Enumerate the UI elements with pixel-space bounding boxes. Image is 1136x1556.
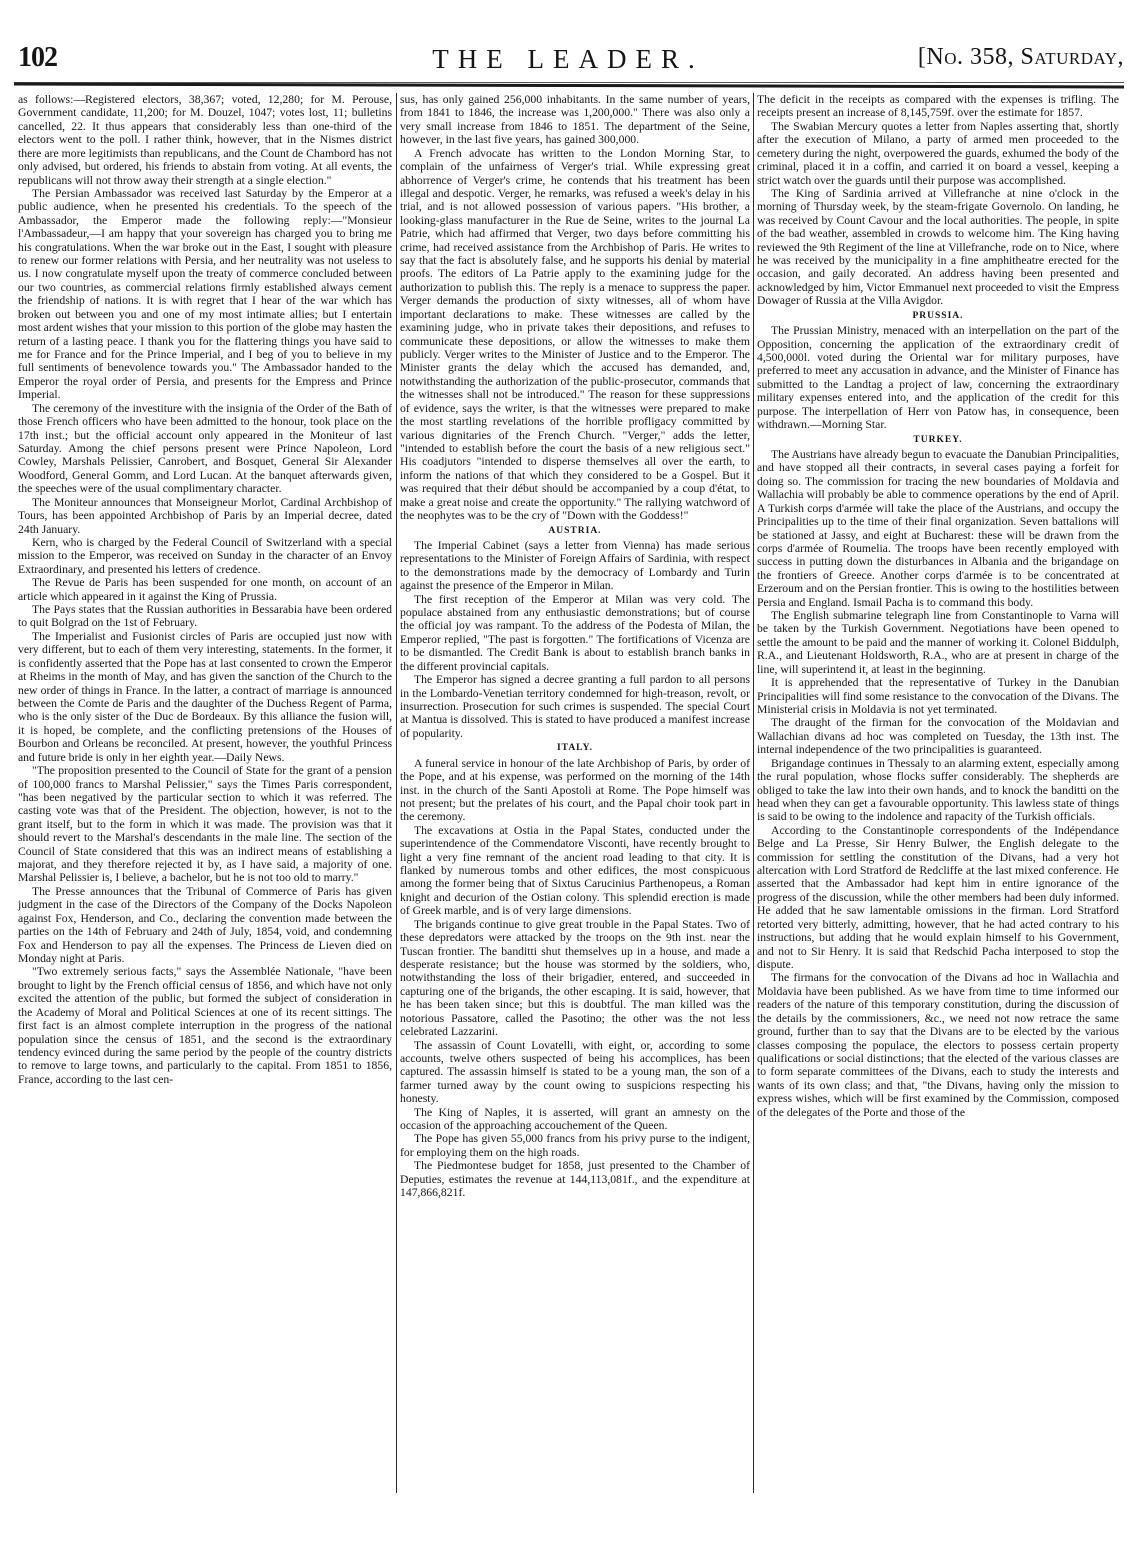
- article-paragraph: The firmans for the convocation of the Divans ad hoc in Wallachia and Moldavia have been published. As we have from time to time informed our readers of the nature of this temporary constitution, during the discussion of the details by the commissioners, &c., we need not now retrace the same ground, further than to say that the Divans are to be elected by the various classes composing the populace, the electors to possess certain property qualifications or social distinctions; that the elected of the various classes are to form separate committees of the Divans, each to study the interests and wants of its own class; and that, "the Divans, having only the mission to express wishes, which will be first examined by the Commission, composed of the delegates of the Porte and those of the: [757, 971, 1119, 1119]
- article-paragraph: Brigandage continues in Thessaly to an alarming extent, especially among the rural population, whose flocks suffer considerably. The shepherds are obliged to take the law into their own hands, and to knock the banditti on the head when they can get a favourable opportunity. This lawless state of things is said to be owing to the indolence and rapacity of the Turkish officials.: [757, 756, 1119, 824]
- article-paragraph: A French advocate has written to the London Morning Star, to complain of the unfairness of Verger's trial. While expressing great abhorrence of Verger's crime, he contends that his treatment has been illegal and despotic. Verger, he remarks, was refused a week's delay in his trial, and is not allowed possession of various papers. "His brother, a looking-glass manufacturer in the Rue de Seine, writes to the journal La Patrie, which had affirmed that Verger, two days before committing his crime, had received assistance from the Archbishop of Paris. He writes to say that the fact is absolutely false, and he supports his denial by material proofs. The editors of La Patrie apply to the examining judge for the authorization to publish this. The reply is a menace to suppress the paper. Verger demands the production of sixty witnesses, all of whom have important declarations to make. These witnesses are called by the examining judge, who in private takes their depositions, and refuses to communicate these depositions, or allow the witnesses to make them publicly. Verger writes to the Minister of Justice and to the Emperor. The Minister grants the delay which the accused has demanded, and, notwithstanding the authorization of the public-prosecutor, commands that the witnesses shall not be introduced." The reason for these suppressions of evidence, says the writer, is that the witnesses were prepared to make the most startling revelations of the horrible profligacy committed by various dignitaries of the French Church. "Verger," adds the letter, "intended to establish before the court the basis of a new religious sect." His coadjutors "intended to disperse themselves all over the earth, to inform the nations of that which they considered to be a Gospel. But it was required that their début should be accompanied by a coup d'état, to make a great noise and create the opportunity." The rallying watchword of the neophytes was to be the cry of "Down with the Goddess!": [400, 146, 750, 523]
- column-middle: [400, 93, 750, 1200]
- article-paragraph: According to the Constantinople correspondents of the Indépendance Belge and La Presse, Sir Henry Bulwer, the English delegate to the commission for settling the constitution of the Divans, had a very hot altercation with Lord Stratford de Redcliffe at the last mixed conference. He asserted that the Ambassador had kept him in entire ignorance of the progress of the discussion, while the other members had been duly informed. He added that he saw lamentable omissions in the firman. Lord Stratford retorted very bitterly, admitting, however, that he had acted contrary to his instructions, but adding that he would explain himself to his Government, and not to Sir Henry. It is said that Redschid Pacha interposed to stop the dispute.: [757, 823, 1119, 971]
- section-heading: PRUSSIA.: [912, 310, 964, 321]
- article-paragraph: "The proposition presented to the Council of State for the grant of a pension of 100,000 francs to Marshal Pelissier," says the Times Paris correspondent, "has been negatived by the particular section to which it was referred. The casting vote was that of the President. The objection, however, is not to the grant itself, but to the form in which it was made. The provision was that it should revert to the Marshal's descendants in the male line. The section of the Council of State considered that this was an indirect means of establishing a majorat, and they therefore rejected it by, as I have said, a majority of one. Marshal Pelissier is, I believe, a bachelor, but he is not too old to marry.": [18, 764, 392, 885]
- article-paragraph: The Persian Ambassador was received last Saturday by the Emperor at a public audience, when he presented his credentials. To the speech of the Ambassador, the Emperor made the following reply:—"Monsieur l'Ambassadeur,—I am happy that your sovereign has charged you to bring me his congratulations. When the war broke out in the East, I sought with pleasure to renew our former relations with Persia, and her neutrality was not useless to us. I now congratulate myself upon the treaty of commerce concluded between our two countries, as commercial relations firmly established always cement the friendship of nations. It is with regret that I hear of the war which has broken out between you and one of my most intimate allies; but I entertain most ardent wishes that your mission to this portion of the globe may hasten the return of a lasting peace. I thank you for the flattering things you have said to me for France and for the Prince Imperial, and I beg of you to believe in my full sentiments of benevolence towards you." The Ambassador handed to the Emperor the royal order of Persia, and presents for the Empress and Prince Imperial.: [18, 186, 392, 402]
- article-paragraph: The Austrians have already begun to evacuate the Danubian Principalities, and have stopped all their contracts, in several cases paying a forfeit for doing so. The commission for tracing the new boundaries of Moldavia and Wallachia will probably be able to commence operations by the end of April. A Turkish corps d'armée will take the place of the Austrians, and occupy the Principalities up to the time of their final organization. Seven battalions will be stationed at Jassy, and eight at Bucharest: these will be drawn from the corps d'armée of Roumelia. The troops have been recently employed with success in putting down the disturbances in Albania and the brigandage on the frontiers of Greece. Another corps d'armée is to be concentrated at Erzeroum and on the Persian frontier. This is owing to the hostilities between Persia and England. Ismail Pacha is to command this body.: [757, 447, 1119, 609]
- column-divider: [753, 93, 754, 1493]
- article-paragraph: as follows:—Registered electors, 38,367; voted, 12,280; for M. Perouse, Government candidate, 11,200; for M. Douzel, 1047; votes lost, 11; bulletins cancelled, 22. It thus appears that considerably less than one-third of the electors went to the poll. I rather think, however, that in the Nismes district there are more legitimists than republicans, and the Count de Chambord has not only advised, but ordered, his friends to abstain from voting. At all events, the republicans will not throw away their strength at a single election.": [18, 93, 392, 187]
- header-rule: [14, 83, 1124, 89]
- column-divider: [396, 93, 397, 1493]
- section-heading: AUSTRIA.: [548, 525, 602, 536]
- article-paragraph: sus, has only gained 256,000 inhabitants. In the same number of years, from 1841 to 1846, the increase was 1,200,000." There was also only a very small increase from 1846 to 1851. The department of the Seine, however, in the last five years, has gained 300,000.: [400, 93, 750, 147]
- article-paragraph: The Piedmontese budget for 1858, just presented to the Chamber of Deputies, estimates the revenue at 144,113,081f., and the expenditure at 147,866,821f.: [400, 1159, 750, 1200]
- section-heading: TURKEY.: [913, 434, 963, 445]
- article-paragraph: "Two extremely serious facts," says the Assemblée Nationale, "have been brought to light by the French official census of 1856, and which have not only excited the attention of the public, but formed the subject of consideration in the Academy of Moral and Political Sciences at one of its recent sittings. The first fact is an almost complete interruption in the progress of the national population since the census of 1851, and the second is the extraordinary tendency evinced during the same period by the people of the country districts to remove to large towns, and particularly to the capital. From 1851 to 1856, France, according to the last cen-: [18, 965, 392, 1086]
- article-paragraph: The deficit in the receipts as compared with the expenses is trifling. The receipts present an increase of 8,145,759f. over the estimate for 1857.: [757, 93, 1119, 120]
- article-paragraph: The King of Naples, it is asserted, will grant an amnesty on the occasion of the approaching accouchement of the Queen.: [400, 1105, 750, 1133]
- page-number: 102: [18, 42, 57, 73]
- article-paragraph: The excavations at Ostia in the Papal States, conducted under the superintendence of the Commendatore Visconti, have recently brought to light a very fine remnant of the ancient road leading to that city. It is flanked by numerous tombs and other edifices, the most conspicuous among the former being that of Sixtus Carucinius Parthenopeus, a Roman knight and decurion of the Ostian colony. This splendid erection is made of Greek marble, and is of very large dimensions.: [400, 823, 750, 918]
- article-paragraph: The English submarine telegraph line from Constantinople to Varna will be taken by the Turkish Government. Negotiations have been opened to settle the amount to be paid and the manner of working it. Colonel Biddulph, R.A., and Lieutenant Holdsworth, R.A., who are at present in charge of the line, will superintend it, at least in the beginning.: [757, 609, 1119, 676]
- article-paragraph: The first reception of the Emperor at Milan was very cold. The populace abstained from any enthusiastic demonstrations; but of course the official joy was rampant. To the address of the Podesta of Milan, the Emperor replied, "The past is forgotten." The fortifications of Vicenza are to be dismantled. The Credit Bank is about to establish branch banks in the different provincial capitals.: [400, 592, 750, 673]
- article-paragraph: The Presse announces that the Tribunal of Commerce of Paris has given judgment in the case of the Directors of the Company of the Docks Napoleon against Fox, Henderson, and Co., declaring the convention made between the parties on the 14th of February and 24th of July, 1854, void, and condemning Fox and Henderson to pay all the expenses. The Princess de Lieven died on Monday night at Paris.: [18, 884, 392, 965]
- article-paragraph: The ceremony of the investiture with the insignia of the Order of the Bath of those French officers who have been admitted to the honour, took place on the 17th inst.; but the official account only appeared in the Moniteur of last Saturday. Among the chief persons present were Prince Napoleon, Lord Cowley, Marshals Pelissier, Canrobert, and Bosquet, General Sir Alexander Woodford, General Gomm, and Lord Lucan. At the banquet afterwards given, the speeches were of the usual complimentary character.: [18, 401, 392, 496]
- article-paragraph: The Emperor has signed a decree granting a full pardon to all persons in the Lombardo-Venetian territory condemned for high-treason, revolt, or insurrection. Prosecution for such crimes is suspended. The special Court at Mantua is dissolved. This is stated to have produced a manifest increase of popularity.: [400, 673, 750, 740]
- section-heading: ITALY.: [556, 743, 594, 754]
- article-paragraph: It is apprehended that the representative of Turkey in the Danubian Principalities will find some resistance to the convocation of the Divans. The Ministerial crisis in Moldavia is not yet terminated.: [757, 676, 1119, 716]
- article-paragraph: A funeral service in honour of the late Archbishop of Paris, by order of the Pope, and at his expense, was performed on the morning of the 14th inst. in the church of the Santi Apostoli at Rome. The Pope himself was not present; but the prelates of his court, and the Papal choir took part in the ceremony.: [400, 756, 750, 824]
- article-paragraph: The Prussian Ministry, menaced with an interpellation on the part of the Opposition, concerning the application of the extraordinary credit of 4,500,000l. voted during the Oriental war for military purposes, have preferred to meet any accusation in advance, and the Minister of Finance has submitted to the Landtag a project of law, concerning the extraordinary military expenses entered into, and the application of the credit for this purpose. The interpellation of Herr von Patow has, in consequence, been withdrawn.—Morning Star.: [757, 324, 1119, 432]
- article-paragraph: The assassin of Count Lovatelli, with eight, or, according to some accounts, twelve others suspected of being his accomplices, has been captured. The assassin himself is stated to be a young man, the son of a farmer turned away by the count owing to suspicions respecting his honesty.: [400, 1038, 750, 1106]
- column-left: [18, 93, 392, 1086]
- article-paragraph: Kern, who is charged by the Federal Council of Switzerland with a special mission to the Emperor, was received on Sunday in the character of an Envoy Extraordinary, and presented his letters of credence.: [18, 535, 392, 576]
- article-paragraph: The Pays states that the Russian authorities in Bessarabia have been ordered to quit Bolgrad on the 1st of February.: [18, 603, 392, 630]
- article-paragraph: The Swabian Mercury quotes a letter from Naples asserting that, shortly after the execution of Milano, a party of armed men proceeded to the cemetery during the night, overpowered the guards, exhumed the body of the criminal, placed it in a coffin, and carried it on board a vessel, keeping a strict watch over the guards until their purpose was accomplished.: [757, 119, 1119, 187]
- masthead: [0, 0, 1136, 92]
- column-right: [757, 93, 1119, 1119]
- article-paragraph: The Pope has given 55,000 francs from his privy purse to the indigent, for employing them on the high roads.: [400, 1132, 750, 1159]
- issue-info: [No. 358, Saturday,: [917, 44, 1124, 70]
- article-paragraph: The Moniteur announces that Monseigneur Morlot, Cardinal Archbishop of Tours, has been appointed Archbishop of Paris by an Imperial decree, dated 24th January.: [18, 495, 392, 536]
- article-paragraph: The brigands continue to give great trouble in the Papal States. Two of these depredators were attacked by the troops on the 9th inst. near the Tuscan frontier. The banditti shut themselves up in a house, and made a desperate resistance; but the house was stormed by the soldiers, who, notwithstanding the loss of their brigadier, entered, and succeeded in capturing one of the brigands, the other escaping. It is said, however, that he has been taken since; but this is doubtful. The man killed was the notorious Passatore, called the Pasotino; the other was the not less celebrated Lazzarini.: [400, 917, 750, 1039]
- article-paragraph: The Revue de Paris has been suspended for one month, on account of an article which appeared in it against the King of Prussia.: [18, 576, 392, 603]
- article-paragraph: The draught of the firman for the convocation of the Moldavian and Wallachian divans ad hoc was completed on Tuesday, the 13th inst. The internal independence of the two principalities is guaranteed.: [757, 716, 1119, 757]
- newspaper-title: THE LEADER.: [432, 44, 704, 74]
- article-paragraph: The King of Sardinia arrived at Villefranche at nine o'clock in the morning of Thursday week, by the steam-frigate Governolo. On landing, he was received by Count Cavour and the local authorities. The people, in spite of the bad weather, assembled in crowds to welcome him. The King having reviewed the 9th Regiment of the line at Villefranche, rode on to Nice, where he was received by the municipality in a fine amphitheatre erected for the occasion, and gaily decorated. An address having been presented and acknowledged by him, Victor Emmanuel next proceeded to visit the Empress Dowager of Russia at the Villa Avigdor.: [757, 186, 1119, 308]
- article-paragraph: The Imperialist and Fusionist circles of Paris are occupied just now with very different, but to each of them very interesting, statements. In the former, it is confidently asserted that the Pope has at last consented to crown the Emperor at Rheims in the month of May, and has given the sanction of the Church to the new order of things in France. In the latter, a contract of marriage is announced between the Comte de Paris and the daughter of the Duchess Regent of Parma, who is the only sister of the Duc de Bordeaux. By this alliance the fusion will, it is hoped, be complete, and the conflicting pretensions of the Houses of Bourbon and Orleans be reconciled. At present, however, the youthful Princess and future bride is only in her eighth year.—Daily News.: [18, 629, 392, 764]
- article-paragraph: The Imperial Cabinet (says a letter from Vienna) has made serious representations to the Minister of Foreign Affairs of Sardinia, with respect to the demonstrations made by the democracy of Lombardy and Turin against the presence of the Emperor in Milan.: [400, 538, 750, 593]
